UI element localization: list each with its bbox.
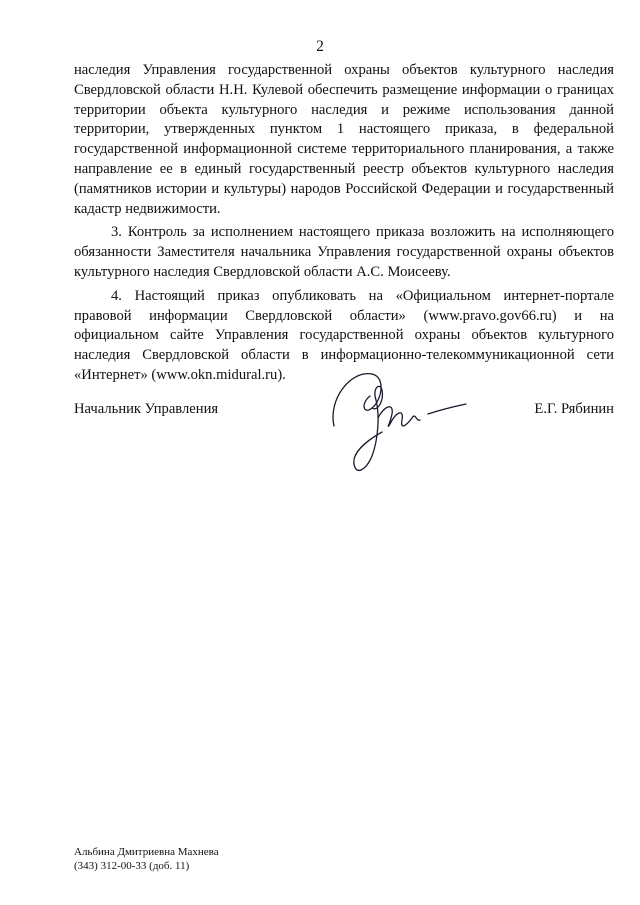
paragraph-item-3: 3. Контроль за исполнением настоящего приказа возложить на исполняющего обязанности Заместителя начальника Управления государственной охраны объектов культурного наследия Свердловской области А.С. Моисееву. [74,224,614,280]
contact-name: Альбина Дмитриевна Махнева [74,846,219,858]
paragraph-item-4: 4. Настоящий приказ опубликовать на «Официальном интернет-портале правовой информации Свердловской области» (www.pravo.gov66.ru) и на официальном сайте Управления государственной охраны объектов культурного наследия Свердловской области в информационно-телекоммуникационной сети «Интернет» (www.okn.midural.ru). [74,287,614,383]
position-title: Начальник Управления [74,401,219,417]
contact-phone: (343) 312-00-33 (доб. 11) [74,859,190,872]
paragraph-continuation: наследия Управления государственной охраны объектов культурного наследия Свердловской области Н.Н. Кулевой обеспечить размещение информации о границах территории объекта культурного наследия и режиме использования данной территории, утвержденных пунктом 1 настоящего приказа, в федеральной государственной информационной системе территориального планирования, а также направление ее в единый государственный реестр объектов культурного наследия (памятников истории и культуры) народов Российской Федерации и государственный кадастр недвижимости. [74,62,614,217]
page-number: 2 [316,38,324,55]
document-body [74,61,614,386]
handwritten-signature [320,360,480,485]
signer-name: Е.Г. Рябинин [534,401,614,417]
contact-footer [74,846,219,873]
